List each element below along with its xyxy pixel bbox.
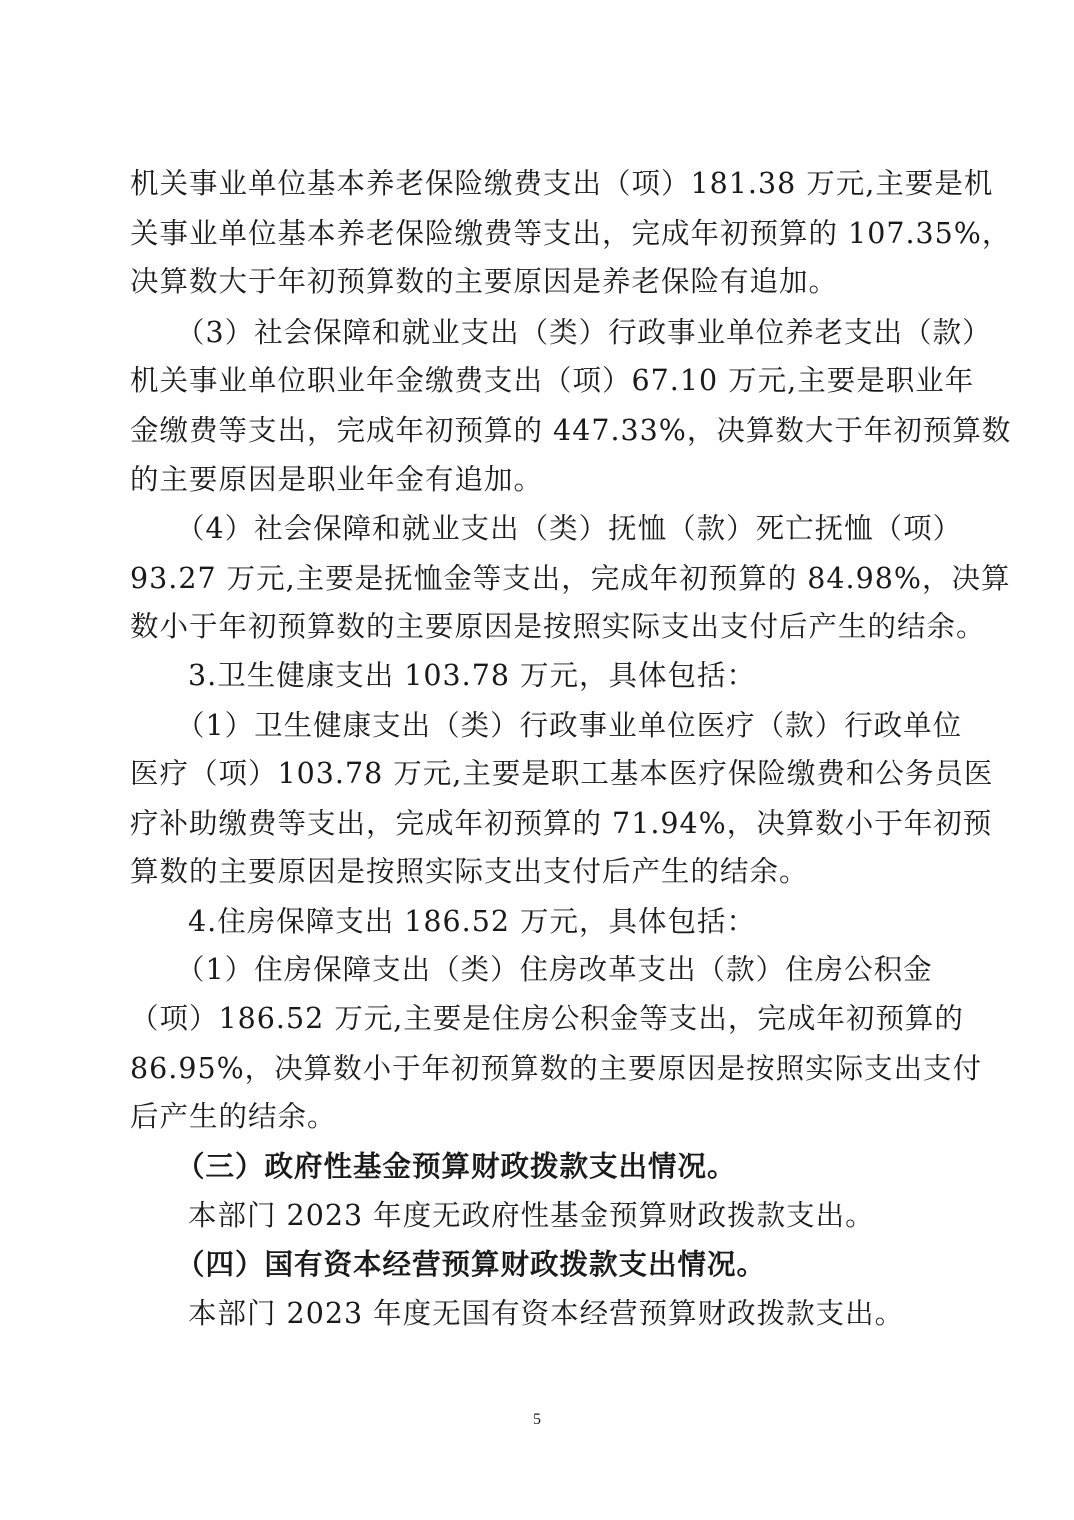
body-text-line: 算数的主要原因是按照实际支出支付后产生的结余。 [130,855,809,888]
body-text-line: 数小于年初预算数的主要原因是按照实际支出支付后产生的结余。 [130,610,986,643]
paragraph-start-line: （1）住房保障支出（类）住房改革支出（款）住房公积金 [176,953,933,986]
section-line: 4.住房保障支出 186.52 万元，具体包括： [188,905,757,938]
body-text-line: 的主要原因是职业年金有追加。 [130,463,544,496]
paragraph-start-line: （1）卫生健康支出（类）行政事业单位医疗（款）行政单位 [176,709,963,742]
body-text-line: 机关事业单位职业年金缴费支出（项）67.10 万元,主要是职业年 [130,364,975,397]
body-text-line: 医疗（项）103.78 万元,主要是职工基本医疗保险缴费和公务员医 [130,757,994,790]
section-line: 3.卫生健康支出 103.78 万元，具体包括： [188,659,757,692]
body-text-line: 86.95%，决算数小于年初预算数的主要原因是按照实际支出支付 [130,1052,983,1085]
body-text-line: 本部门 2023 年度无国有资本经营预算财政拨款支出。 [188,1297,905,1330]
body-text-line: 机关事业单位基本养老保险缴费支出（项）181.38 万元,主要是机 [130,167,994,200]
body-text-line: 金缴费等支出，完成年初预算的 447.33%，决算数大于年初预算数 [130,414,1012,447]
section-heading: （三）政府性基金预算财政拨款支出情况。 [176,1149,737,1183]
body-text-line: 后产生的结余。 [130,1100,337,1133]
body-text-line: 关事业单位基本养老保险缴费等支出，完成年初预算的 107.35%， [130,217,1012,250]
body-text-line: （项）186.52 万元,主要是住房公积金等支出，完成年初预算的 [130,1002,964,1035]
body-text-line: 决算数大于年初预算数的主要原因是养老保险有追加。 [130,265,839,298]
body-text-line: 93.27 万元,主要是抚恤金等支出，完成年初预算的 84.98%，决算 [130,562,1011,595]
section-heading: （四）国有资本经营预算财政拨款支出情况。 [176,1247,767,1281]
body-text-line: 疗补助缴费等支出，完成年初预算的 71.94%，决算数小于年初预 [130,807,993,840]
paragraph-start-line: （4）社会保障和就业支出（类）抚恤（款）死亡抚恤（项） [176,512,963,545]
page-number: 5 [533,1411,541,1428]
body-text-line: 本部门 2023 年度无政府性基金预算财政拨款支出。 [188,1199,875,1232]
paragraph-start-line: （3）社会保障和就业支出（类）行政事业单位养老支出（款） [176,316,992,349]
